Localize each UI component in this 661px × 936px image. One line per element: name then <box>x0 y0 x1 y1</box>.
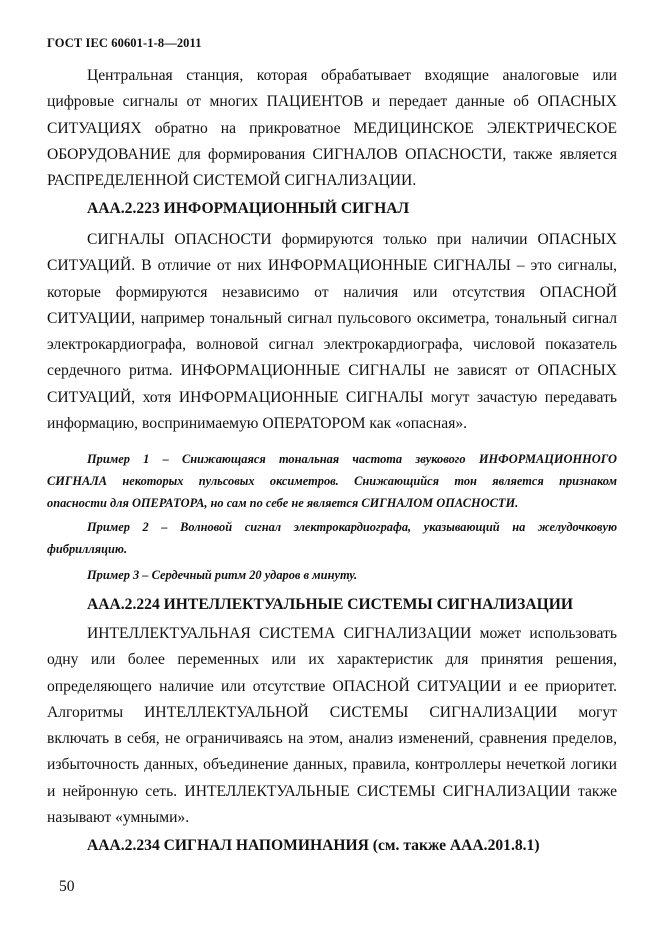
text-line: цифровые сигналы от многих ПАЦИЕНТОВ и передает данные об ОПАСНЫХ <box>47 93 617 111</box>
text-line: ИНТЕЛЛЕКТУАЛЬНАЯ СИСТЕМА СИГНАЛИЗАЦИИ может использовать <box>87 625 617 642</box>
text-line: электрокардиографа, волновой сигнал электрокардиографа, числовой показатель <box>47 336 617 353</box>
paragraph-information-signal <box>47 227 617 437</box>
text-line: определяющего наличие или отсутствие ОПАСНОЙ СИТУАЦИИ и ее приоритет. <box>47 677 617 695</box>
text-line: СИГНАЛЫ ОПАСНОСТИ формируются только при наличии ОПАСНЫХ <box>87 231 617 248</box>
text-line: СИТУАЦИЙ, хотя ИНФОРМАЦИОННЫЕ СИГНАЛЫ могут зачастую передавать <box>47 388 617 406</box>
example-1 <box>47 448 617 514</box>
text-line: информацию, воспринимаемую ОПЕРАТОРОМ как «опасная». <box>47 414 468 432</box>
paragraph-intelligent-systems <box>47 621 617 831</box>
section-heading-223: ААА.2.223 ИНФОРМАЦИОННЫЙ СИГНАЛ <box>87 200 410 217</box>
text-line: сердечного ритма. ИНФОРМАЦИОННЫЕ СИГНАЛЫ не зависят от ОПАСНЫХ <box>47 362 617 380</box>
text-line: Алгоритмы ИНТЕЛЛЕКТУАЛЬНОЙ СИСТЕМЫ СИГНАЛИЗАЦИИ могут <box>47 703 617 721</box>
page-number: 50 <box>59 878 75 895</box>
example-2 <box>47 516 617 560</box>
text-line: СИТУАЦИЙ. В отличие от них ИНФОРМАЦИОННЫЕ СИГНАЛЫ – это сигналы, <box>47 257 617 275</box>
text-line: Центральная станция, которая обрабатывает входящие аналоговые или <box>87 67 617 84</box>
text-line: Пример 1 – Снижающаяся тональная частота звукового ИНФОРМАЦИОННОГО <box>87 452 617 466</box>
text-line: РАСПРЕДЕЛЕННОЙ СИСТЕМОЙ СИГНАЛИЗАЦИИ. <box>47 172 417 189</box>
text-line: Пример 3 – Сердечный ритм 20 ударов в минуту. <box>87 568 358 582</box>
text-line: СИГНАЛА некоторых пульсовых оксиметров. Снижающийся тон является признаком <box>47 474 617 488</box>
document-header: ГОСТ IEC 60601-1-8—2011 <box>47 36 202 50</box>
text-line: называют «умными». <box>47 808 190 826</box>
text-line: фибрилляцию. <box>47 542 128 556</box>
text-line: и нейронную сеть. ИНТЕЛЛЕКТУАЛЬНЫЕ СИСТЕМЫ СИГНАЛИЗАЦИИ также <box>47 782 617 800</box>
text-line: которые формируются независимо от наличия или отсутствия ОПАСНОЙ <box>47 283 617 301</box>
text-line: СИТУАЦИИ, например тональный сигнал пульсового оксиметра, тональный сигнал <box>47 309 617 327</box>
text-line: опасности для ОПЕРАТОРА, но сам по себе не является СИГНАЛОМ ОПАСНОСТИ. <box>47 496 519 510</box>
example-3 <box>47 564 617 586</box>
text-line: Пример 2 – Волновой сигнал электрокардиографа, указывающий на желудочковую <box>87 520 617 534</box>
text-line: включать в себя, не ограничиваясь на этом, анализ изменений, сравнения пределов, <box>47 730 617 747</box>
text-line: избыточность данных, объединение данных, правила, контроллеры нечеткой логики <box>47 756 617 774</box>
text-line: СИТУАЦИЯХ обратно на прикроватное МЕДИЦИНСКОЕ ЭЛЕКТРИЧЕСКОЕ <box>47 119 617 137</box>
text-line: одну или более переменных или их характеристик для принятия решения, <box>47 651 617 669</box>
paragraph-distributed-system <box>47 63 617 194</box>
text-line: ОБОРУДОВАНИЕ для формирования СИГНАЛОВ ОПАСНОСТИ, также является <box>47 145 617 163</box>
section-heading-224: ААА.2.224 ИНТЕЛЛЕКТУАЛЬНЫЕ СИСТЕМЫ СИГНАЛИЗАЦИИ <box>87 596 573 613</box>
section-heading-234: ААА.2.234 СИГНАЛ НАПОМИНАНИЯ (см. также ААА.201.8.1) <box>87 837 540 854</box>
